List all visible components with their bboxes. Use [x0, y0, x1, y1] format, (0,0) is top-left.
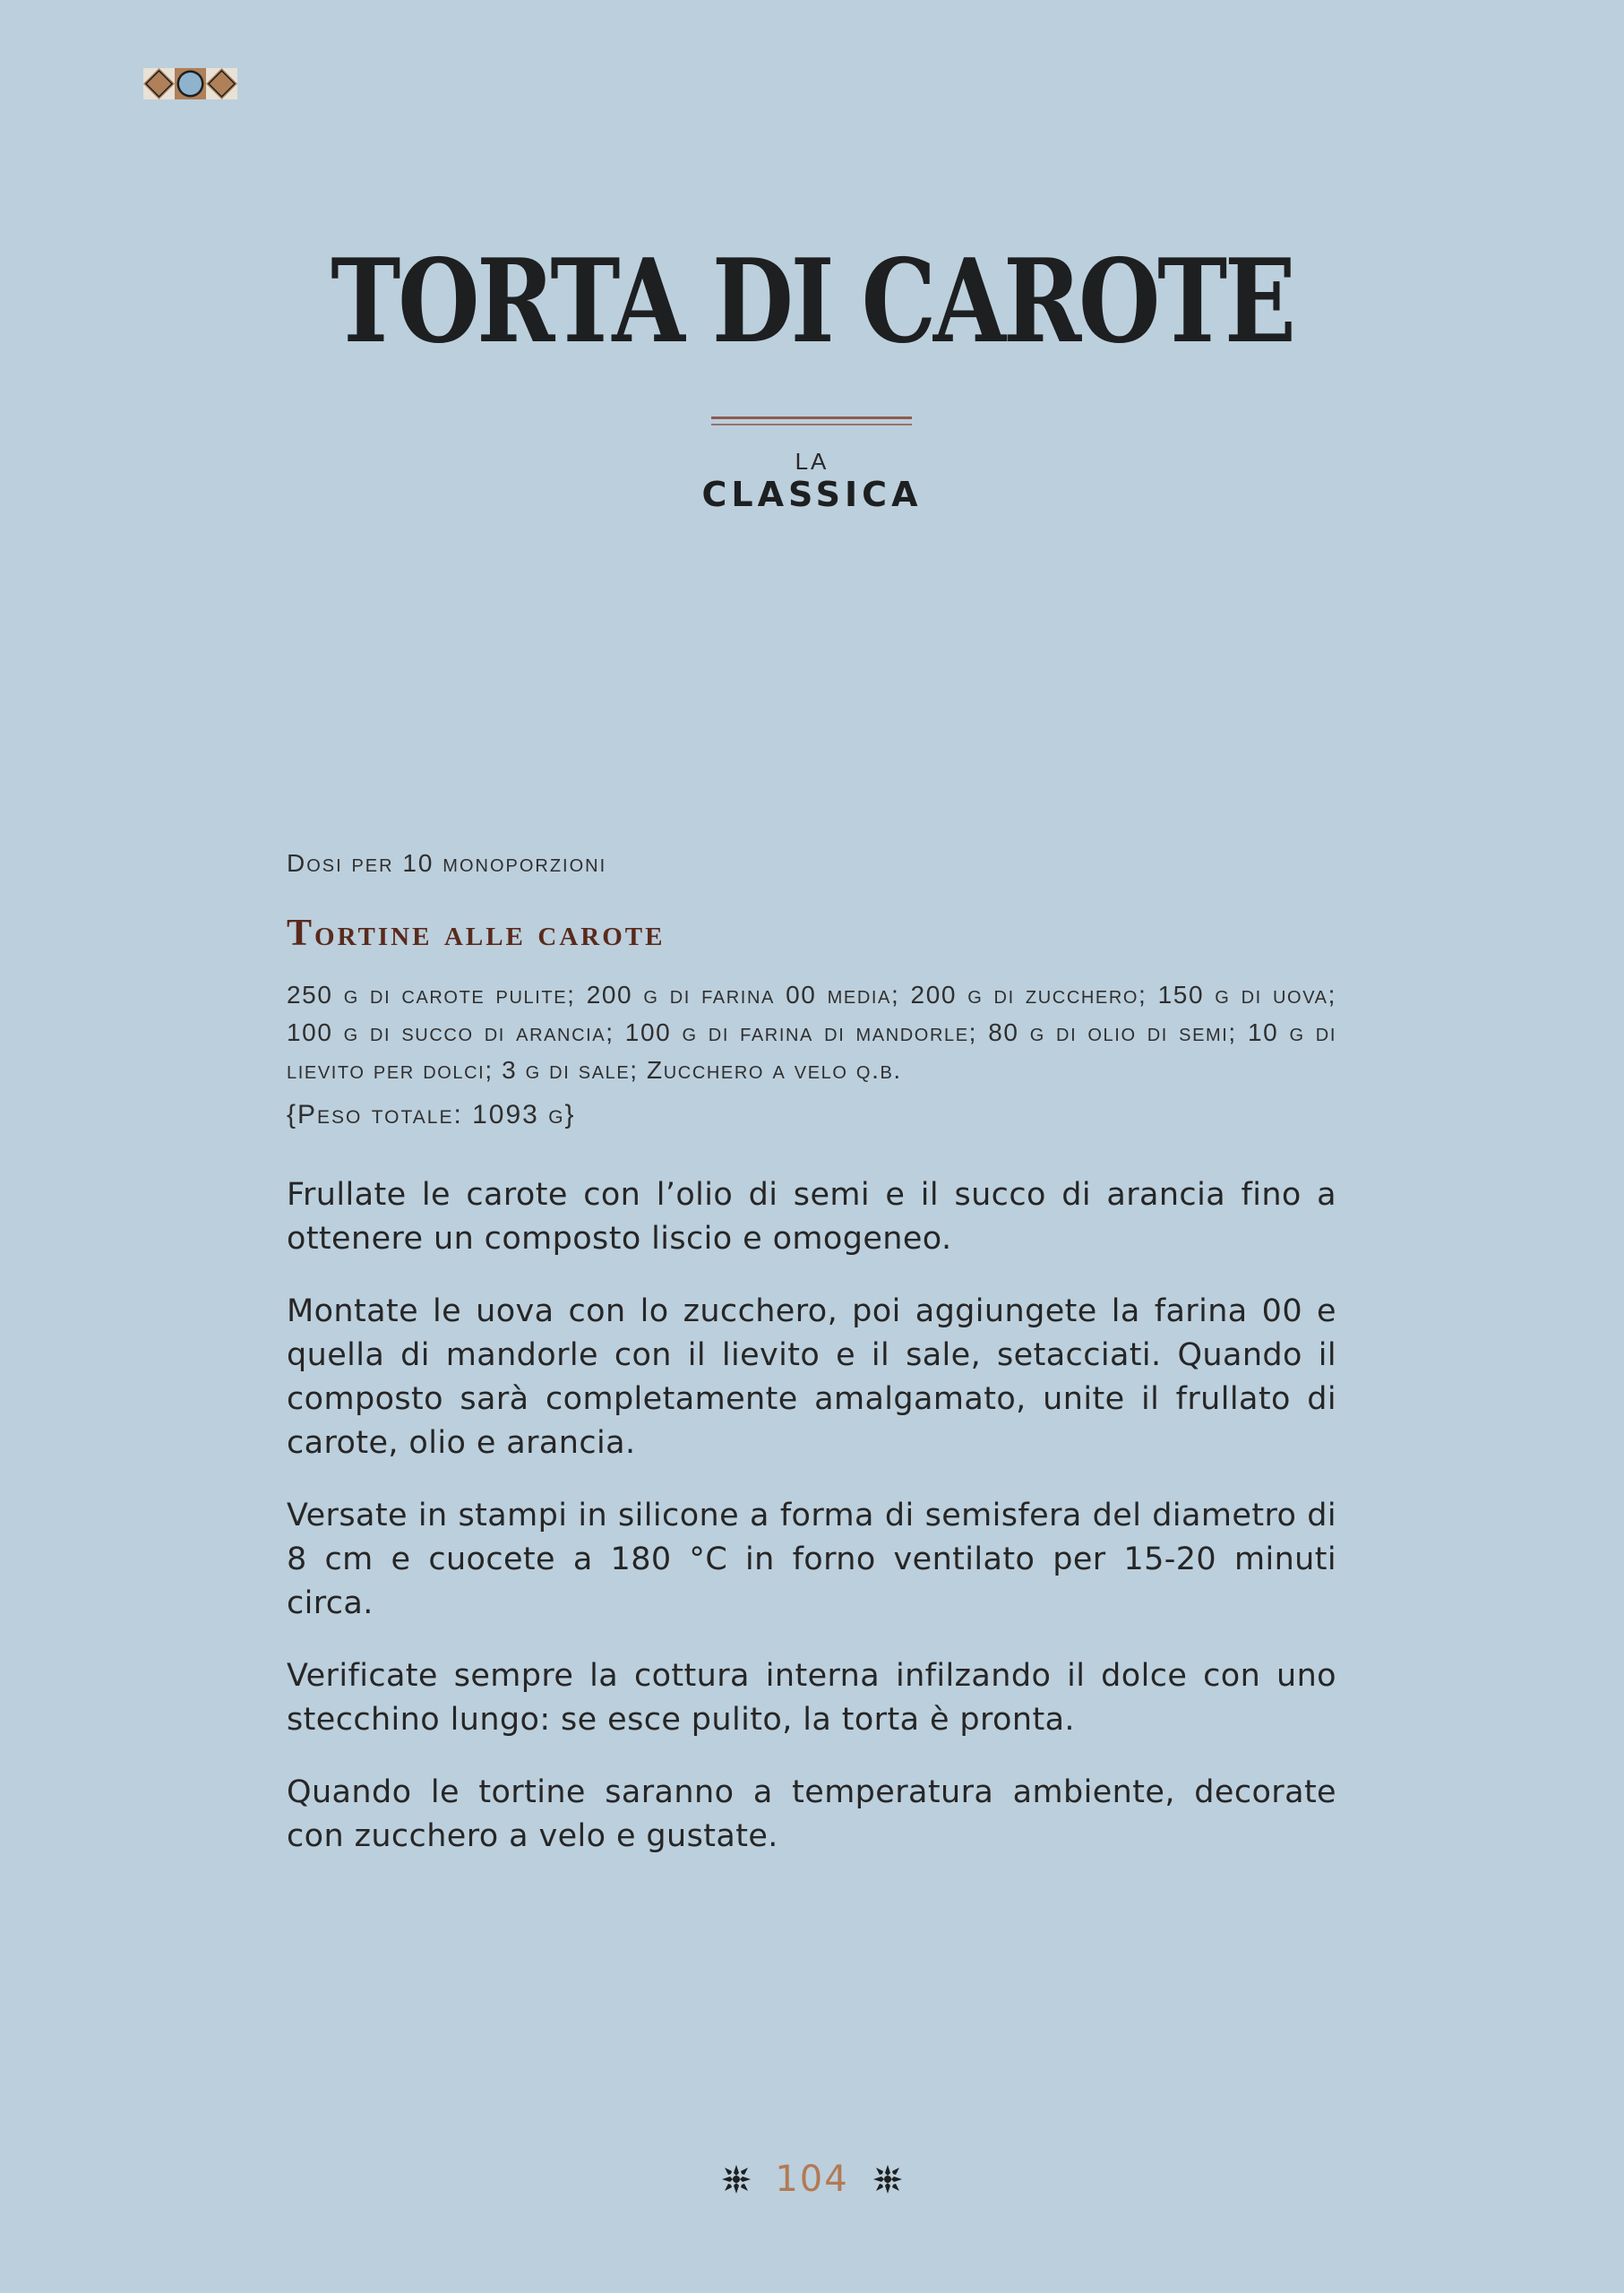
tile-diamond-right-icon [206, 68, 237, 99]
step-paragraph-4: Verificate sempre la cottura interna infilzando il dolce con uno stecchino lungo: se esce pulito, la torta è pronta. [287, 1658, 1336, 1738]
flower-ornament-left-icon [721, 2164, 752, 2194]
step-paragraph-3: Versate in stampi in silicone a forma di semisfera del diametro di 8 cm e cuocete a 180 °C in forno ventilato per 15-20 minuti circa. [287, 1498, 1336, 1621]
ingredients-list: 250 g di carote pulite; 200 g di farina 00 media; 200 g di zucchero; 150 g di uova; 100 g di succo di arancia; 100 g di farina di mandorle; 80 g di olio di semi; 10 g di lievito per dolci; 3 g di sale; Zucchero a velo q.b. [287, 981, 1336, 1084]
step-paragraph-5: Quando le tortine saranno a temperatura ambiente, decorate con zucchero a velo e gustate. [287, 1774, 1336, 1854]
subtitle-big: CLASSICA [701, 475, 923, 514]
step-paragraph-2: Montate le uova con lo zucchero, poi aggiungete la farina 00 e quella di mandorle con il lievito e il sale, setacciati. Quando il composto sarà completamente amalgamato, unite il frullato di carote, olio e arancia. [287, 1293, 1336, 1461]
diamond-tile-ornament-icon [143, 68, 237, 99]
title-rule-bottom [711, 424, 912, 425]
total-weight: {Peso totale: 1093 g} [287, 1100, 576, 1129]
page-title: TORTA DI CAROTE [331, 235, 1293, 369]
doses-label: Dosi per 10 monoporzioni [287, 849, 607, 877]
title-rule-top [711, 417, 912, 419]
tile-circle-center-icon [175, 68, 206, 99]
flower-ornament-right-icon [872, 2164, 903, 2194]
step-paragraph-1: Frullate le carote con l’olio di semi e il succo di arancia fino a ottenere un composto liscio e omogeneo. [287, 1177, 1336, 1257]
page-number: 104 [775, 2159, 849, 2200]
recipe-content [287, 849, 1336, 1887]
subtitle-small: LA [795, 448, 829, 475]
tile-diamond-left-icon [143, 68, 175, 99]
page-footer [0, 2159, 1624, 2200]
section-title: Tortine alle carote [287, 913, 666, 954]
